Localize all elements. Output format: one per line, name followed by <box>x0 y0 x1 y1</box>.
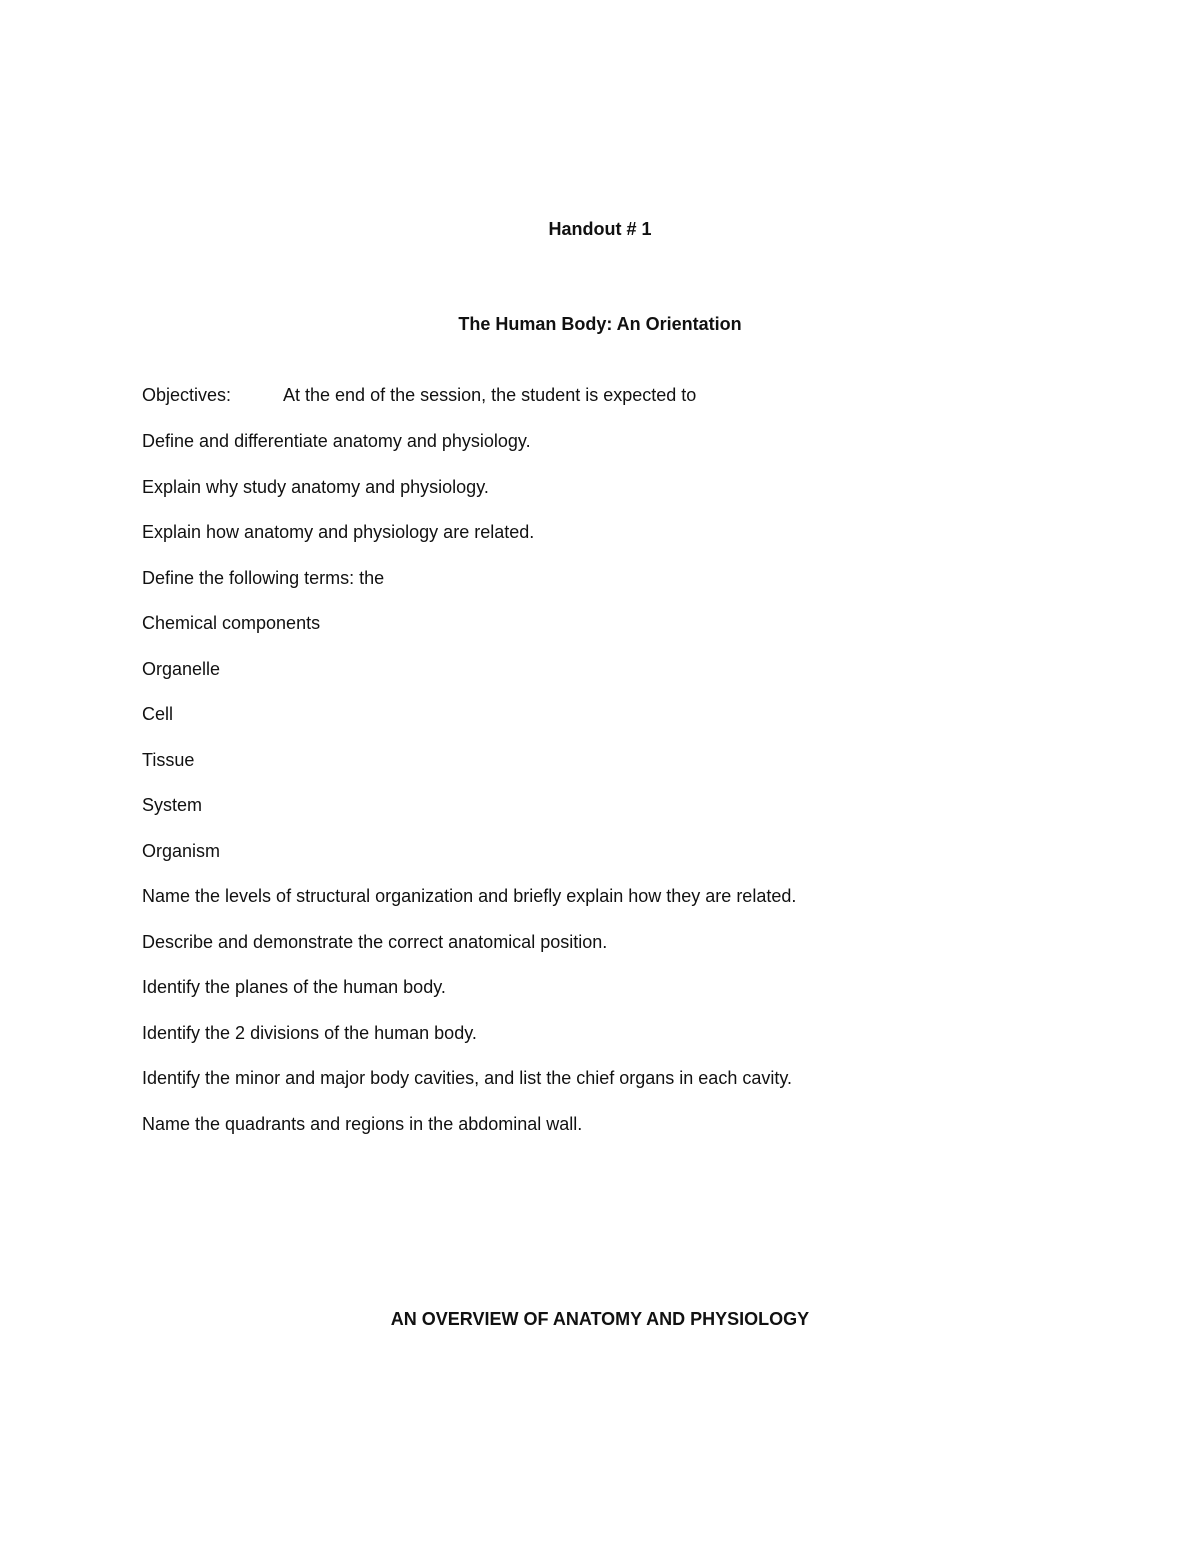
objective-item: Explain why study anatomy and physiology. <box>142 476 489 497</box>
objective-item: Identify the minor and major body cavities, and list the chief organs in each cavity. <box>142 1068 793 1088</box>
objective-item: Name the levels of structural organization and briefly explain how they are related. <box>142 886 797 906</box>
objective-item: Explain how anatomy and physiology are related. <box>142 522 535 542</box>
objectives-intro-text: At the end of the session, the student is expected to <box>283 385 697 405</box>
objective-list <box>142 430 796 1158</box>
document-title: Handout # 1 <box>548 219 652 239</box>
objective-item: System <box>142 795 203 815</box>
objectives-label: Objectives: <box>142 385 232 405</box>
objective-item: Organelle <box>142 658 221 679</box>
objective-item: Identify the 2 divisions of the human body. <box>142 1022 477 1043</box>
objective-item: Name the quadrants and regions in the abdominal wall. <box>142 1113 583 1134</box>
objective-item: Describe and demonstrate the correct anatomical position. <box>142 931 608 952</box>
objective-item: Define the following terms: the <box>142 567 385 588</box>
section-heading: AN OVERVIEW OF ANATOMY AND PHYSIOLOGY <box>390 1309 810 1329</box>
document-subtitle: The Human Body: An Orientation <box>458 314 742 334</box>
objective-item: Define and differentiate anatomy and physiology. <box>142 431 531 451</box>
objectives-intro <box>142 384 696 406</box>
objective-item: Tissue <box>142 749 195 770</box>
objective-item: Chemical components <box>142 613 321 633</box>
objective-item: Organism <box>142 840 221 861</box>
objective-item: Identify the planes of the human body. <box>142 977 446 997</box>
objective-item: Cell <box>142 704 174 724</box>
